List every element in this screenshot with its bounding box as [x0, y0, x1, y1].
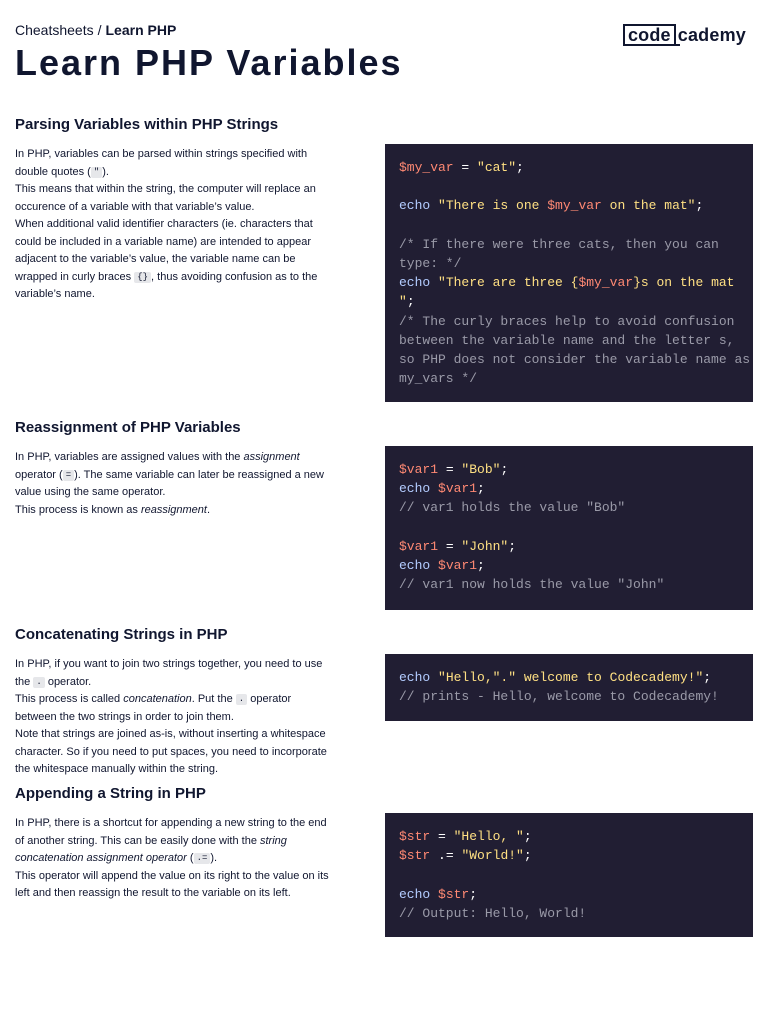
breadcrumb-separator: / — [97, 22, 102, 38]
section-paragraph: In PHP, if you want to join two strings together, you need to use the . operator. — [15, 658, 323, 688]
section-appending — [15, 785, 333, 903]
section-paragraph: This means that within the string, the computer will replace an occurence of a variable with that variable’s value. — [15, 183, 316, 213]
code-block-appending: $str = "Hello, "; $str .= "World!"; echo $str; // Output: Hello, World! — [385, 813, 753, 937]
section-paragraph: This process is known as reassignment. — [15, 503, 211, 516]
section-paragraph: In PHP, there is a shortcut for appending a new string to the end of another string. This can be easily done with the string concatenation assignment operator ( .= ). — [15, 817, 327, 864]
logo-rest-text: cademy — [677, 24, 746, 45]
section-heading: Concatenating Strings in PHP — [15, 626, 228, 643]
inline-code: . — [236, 694, 247, 705]
inline-code: = — [63, 470, 74, 481]
inline-code: " — [91, 167, 102, 178]
inline-code: {} — [134, 272, 151, 283]
breadcrumb-root-link[interactable]: Cheatsheets — [15, 22, 94, 38]
codecademy-logo[interactable] — [623, 24, 746, 46]
inline-code: . — [33, 677, 44, 688]
section-heading: Parsing Variables within PHP Strings — [15, 116, 279, 133]
breadcrumb — [15, 22, 176, 38]
section-paragraph: In PHP, variables can be parsed within strings specified with double quotes ( " ). — [15, 148, 308, 178]
section-paragraph: In PHP, variables are assigned values with the assignment operator ( = ). The same variable can later be reassigned a new value using the same operator. — [15, 451, 324, 498]
logo-boxed-text: code — [623, 24, 676, 46]
code-block-reassignment: $var1 = "Bob"; echo $var1; // var1 holds the value "Bob" $var1 = "John"; echo $var1; // var1 now holds the value "John" — [385, 446, 753, 610]
section-heading: Reassignment of PHP Variables — [15, 419, 241, 436]
section-paragraph: When additional valid identifier characters (ie. characters that could be included in a variable name) are intended to appear adjacent to the variable’s value, the variable name can be wrapped in curly braces {} , thus avoiding confusion as to the variable’s name. — [15, 218, 318, 300]
section-paragraph: Note that strings are joined as-is, without inserting a whitespace character. So if you need to put spaces, you need to incorporate the whitespace manually within the string. — [15, 728, 327, 775]
section-concatenating — [15, 626, 333, 779]
section-paragraph: This operator will append the value on its right to the value on its left and then reassign the result to the variable on its left. — [15, 869, 329, 899]
section-parsing-variables — [15, 116, 333, 304]
inline-code: .= — [194, 853, 211, 864]
section-heading: Appending a String in PHP — [15, 785, 206, 802]
code-block-concatenating: echo "Hello,"." welcome to Codecademy!"; // prints - Hello, welcome to Codecademy! — [385, 654, 753, 721]
breadcrumb-current[interactable]: Learn PHP — [105, 22, 177, 38]
section-reassignment — [15, 419, 333, 519]
page-title: Learn PHP Variables — [15, 42, 403, 83]
code-block-parsing: $my_var = "cat"; echo "There is one $my_var on the mat"; /* If there were three cats, then you can type: */ echo "There are three {$my_var}s on the mat "; /* The curly braces help to avoid confusion between the variable name and the letter s, so PHP does not consider the variable name as my_vars */ — [385, 144, 753, 402]
section-paragraph: This process is called concatenation. Put the . operator between the two strings in order to join them. — [15, 693, 292, 723]
